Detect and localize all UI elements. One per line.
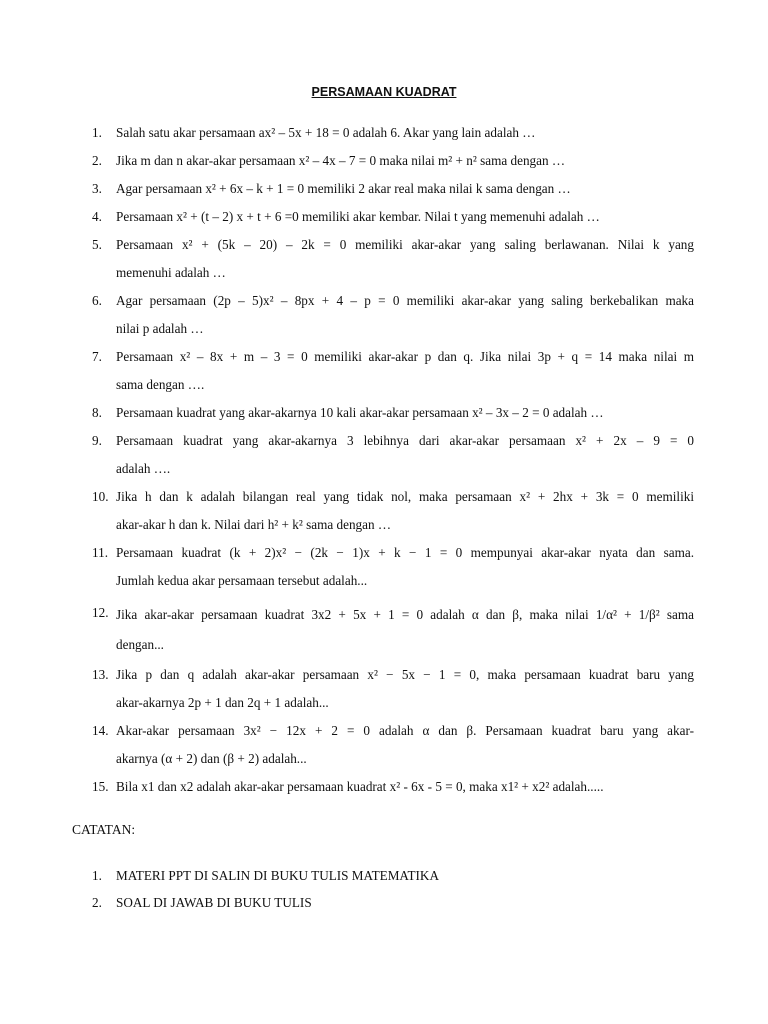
catatan-label: CATATAN: <box>72 822 136 837</box>
question-item <box>92 427 694 483</box>
question-text-line: akar-akar h dan k. Nilai dari h² + k² sama dengan … <box>116 517 392 532</box>
question-number: 8. <box>92 405 102 420</box>
question-text-line: Jika p dan q adalah akar-akar persamaan x² − 5x − 1 = 0, maka persamaan kuadrat baru yang <box>116 667 694 682</box>
question-text-line: dengan... <box>116 637 164 652</box>
question-text-line: Persamaan kuadrat (k + 2)x² − (2k − 1)x + k − 1 = 0 mempunyai akar-akar nyata dan sama. <box>116 545 694 560</box>
question-text-line: sama dengan …. <box>116 377 205 392</box>
question-item <box>92 661 694 717</box>
question-text-line: Akar-akar persamaan 3x² − 12x + 2 = 0 adalah α dan β. Persamaan kuadrat baru yang akar- <box>116 723 694 738</box>
question-text-line: adalah …. <box>116 461 171 476</box>
question-number: 9. <box>92 433 102 448</box>
question-number: 6. <box>92 293 102 308</box>
question-item <box>92 203 694 231</box>
question-text-line: Bila x1 dan x2 adalah akar-akar persamaan kuadrat x² - 6x - 5 = 0, maka x1² + x2² adalah..... <box>116 779 604 794</box>
question-item <box>92 287 694 343</box>
question-text-line: Persamaan x² + (5k – 20) – 2k = 0 memiliki akar-akar yang saling berlawanan. Nilai k yang <box>116 237 694 252</box>
question-text-line: Persamaan x² – 8x + m – 3 = 0 memiliki akar-akar p dan q. Jika nilai 3p + q = 14 maka nilai m <box>116 349 694 364</box>
question-text-line: Jumlah kedua akar persamaan tersebut adalah... <box>116 573 368 588</box>
question-number: 11. <box>92 545 108 560</box>
question-item <box>92 599 694 659</box>
question-item <box>92 539 694 595</box>
question-text-line: Agar persamaan (2p – 5)x² – 8px + 4 – p = 0 memiliki akar-akar yang saling berkebalikan maka <box>116 293 694 308</box>
question-item <box>92 147 694 175</box>
question-item <box>92 773 694 801</box>
question-text-line: Jika m dan n akar-akar persamaan x² – 4x – 7 = 0 maka nilai m² + n² sama dengan … <box>116 153 566 168</box>
question-number: 10. <box>92 489 109 504</box>
question-number: 2. <box>92 153 102 168</box>
catatan-item-number: 1. <box>92 868 102 883</box>
question-item <box>92 175 694 203</box>
question-text-line: akarnya (α + 2) dan (β + 2) adalah... <box>116 751 307 766</box>
question-item <box>92 231 694 287</box>
question-text-line: Agar persamaan x² + 6x – k + 1 = 0 memiliki 2 akar real maka nilai k sama dengan … <box>116 181 571 196</box>
question-item <box>92 717 694 773</box>
question-text-line: Jika akar-akar persamaan kuadrat 3x2 + 5x + 1 = 0 adalah α dan β, maka nilai 1/α² + 1/β² sama <box>116 607 694 622</box>
question-item <box>92 343 694 399</box>
question-number: 13. <box>92 667 109 682</box>
catatan-item-text: SOAL DI JAWAB DI BUKU TULIS <box>116 895 312 910</box>
question-number: 3. <box>92 181 102 196</box>
question-number: 7. <box>92 349 102 364</box>
question-number: 4. <box>92 209 102 224</box>
question-number: 12. <box>92 605 109 620</box>
question-text-line: memenuhi adalah … <box>116 265 226 280</box>
page-title: PERSAMAAN KUADRAT <box>311 85 457 99</box>
question-number: 14. <box>92 723 109 738</box>
question-text-line: nilai p adalah … <box>116 321 204 336</box>
question-number: 15. <box>92 779 109 794</box>
question-number: 5. <box>92 237 102 252</box>
catatan-item-text: MATERI PPT DI SALIN DI BUKU TULIS MATEMATIKA <box>116 868 439 883</box>
question-text-line: Persamaan kuadrat yang akar-akarnya 10 kali akar-akar persamaan x² – 3x – 2 = 0 adalah … <box>116 405 604 420</box>
question-item <box>92 399 694 427</box>
question-text-line: Persamaan kuadrat yang akar-akarnya 3 lebihnya dari akar-akar persamaan x² + 2x – 9 = 0 <box>116 433 694 448</box>
question-item <box>92 483 694 539</box>
catatan-item-number: 2. <box>92 895 102 910</box>
question-text-line: akar-akarnya 2p + 1 dan 2q + 1 adalah... <box>116 695 329 710</box>
question-number: 1. <box>92 125 102 140</box>
question-text-line: Persamaan x² + (t – 2) x + t + 6 =0 memiliki akar kembar. Nilai t yang memenuhi adalah … <box>116 209 600 224</box>
question-item <box>92 119 694 147</box>
question-text-line: Salah satu akar persamaan ax² – 5x + 18 = 0 adalah 6. Akar yang lain adalah … <box>116 125 536 140</box>
question-text-line: Jika h dan k adalah bilangan real yang tidak nol, maka persamaan x² + 2hx + 3k = 0 memiliki <box>116 489 694 504</box>
